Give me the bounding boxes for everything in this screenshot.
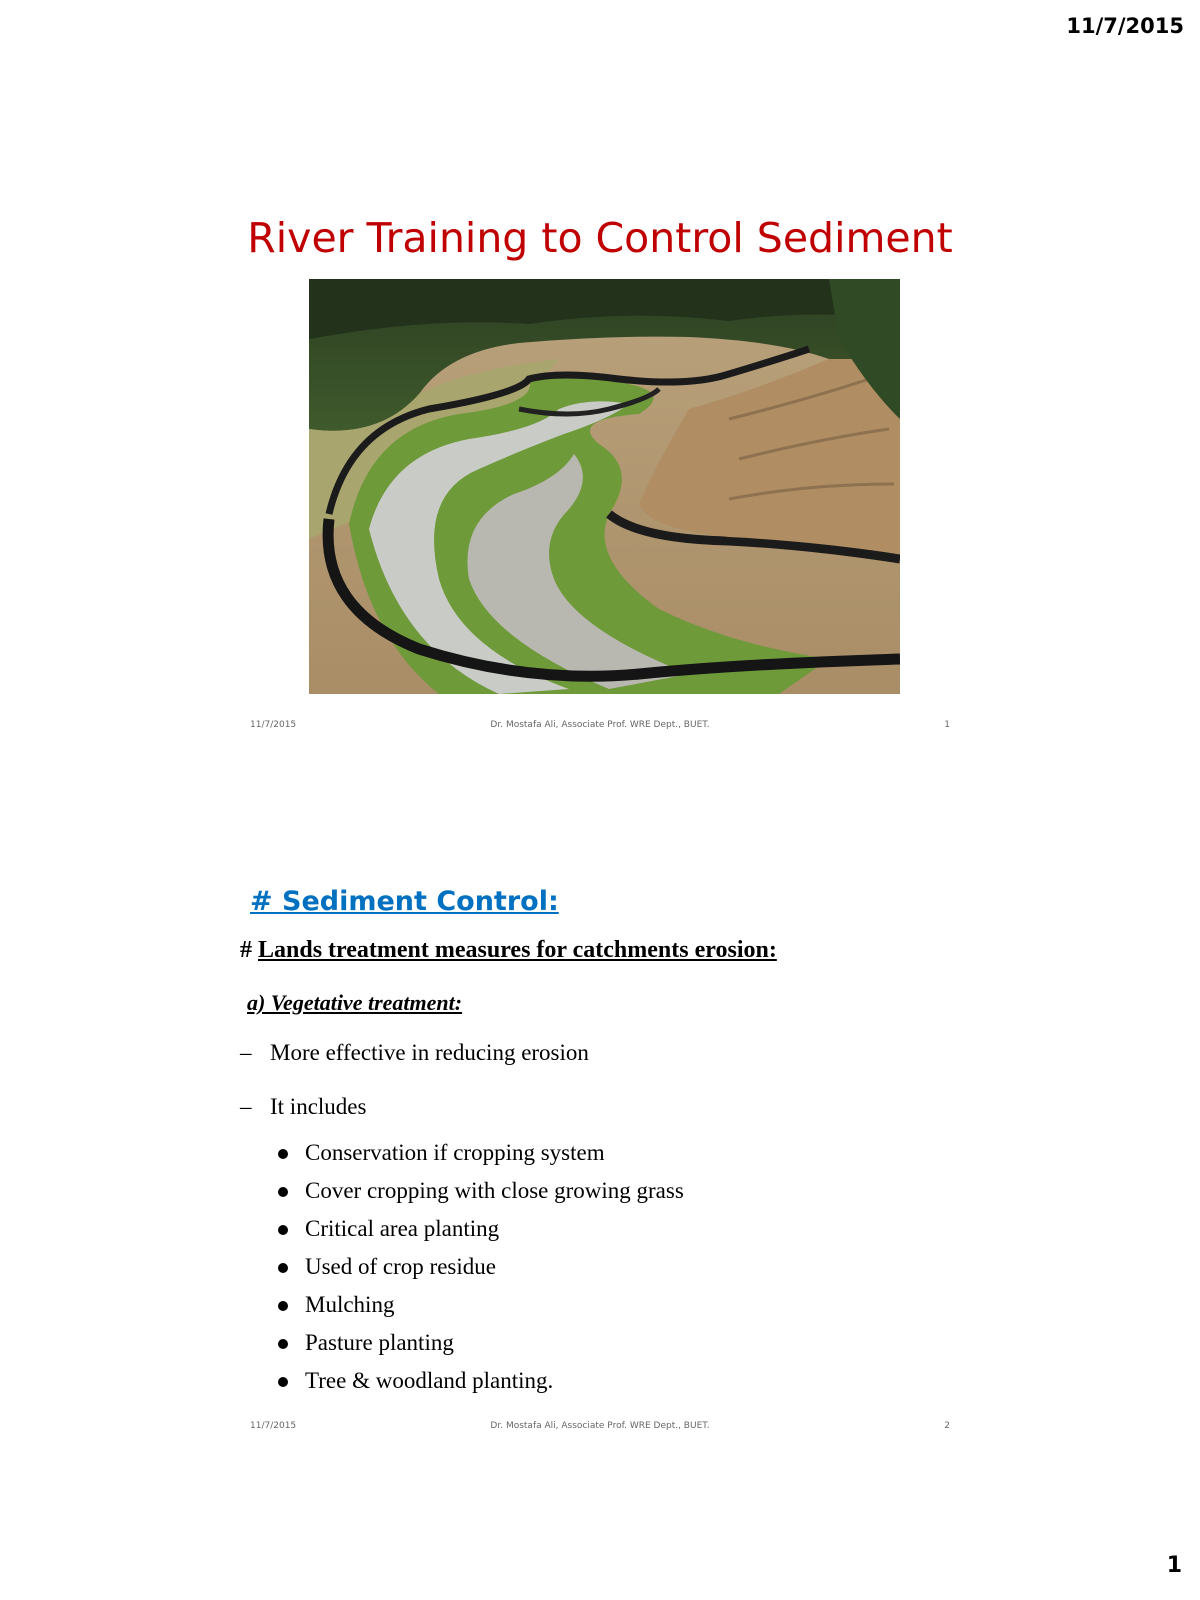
bullet-item: Conservation if cropping system bbox=[278, 1134, 684, 1172]
footer-author: Dr. Mostafa Ali, Associate Prof. WRE Dept., BUET. bbox=[490, 720, 710, 730]
dash-symbol: – bbox=[240, 1040, 252, 1065]
bullet-item: Cover cropping with close growing grass bbox=[278, 1172, 684, 1210]
bullet-item: Critical area planting bbox=[278, 1210, 684, 1248]
dash-item-text: More effective in reducing erosion bbox=[270, 1040, 589, 1065]
page-date: 11/7/2015 bbox=[1066, 14, 1184, 38]
slide-footer bbox=[250, 720, 950, 734]
bullet-item: Mulching bbox=[278, 1286, 684, 1324]
dash-item bbox=[240, 1040, 589, 1066]
slide-2 bbox=[230, 880, 960, 1440]
footer-date: 11/7/2015 bbox=[250, 1421, 297, 1431]
subheading-text: Lands treatment measures for catchments erosion: bbox=[258, 937, 777, 963]
dash-item-text: It includes bbox=[270, 1094, 367, 1119]
section-label: a) Vegetative treatment: bbox=[247, 990, 463, 1015]
footer-author: Dr. Mostafa Ali, Associate Prof. WRE Dept., BUET. bbox=[490, 1421, 710, 1431]
bullet-list bbox=[278, 1134, 684, 1400]
slide-footer bbox=[250, 1421, 950, 1435]
bullet-item: Tree & woodland planting. bbox=[278, 1362, 684, 1400]
page-number: 1 bbox=[1166, 1553, 1182, 1578]
footer-date: 11/7/2015 bbox=[250, 720, 297, 730]
footer-slide-number: 2 bbox=[944, 1421, 950, 1431]
footer-slide-number: 1 bbox=[944, 720, 950, 730]
dash-symbol: – bbox=[240, 1094, 252, 1119]
bullet-item: Pasture planting bbox=[278, 1324, 684, 1362]
subheading bbox=[240, 937, 777, 964]
river-channel-photo bbox=[309, 279, 900, 694]
bullet-item: Used of crop residue bbox=[278, 1248, 684, 1286]
slide-1 bbox=[230, 200, 960, 740]
dash-item bbox=[240, 1094, 366, 1120]
section-heading: # Sediment Control: bbox=[250, 886, 559, 917]
subheading-prefix: # bbox=[240, 937, 258, 963]
slide-title: River Training to Control Sediment bbox=[247, 214, 953, 262]
